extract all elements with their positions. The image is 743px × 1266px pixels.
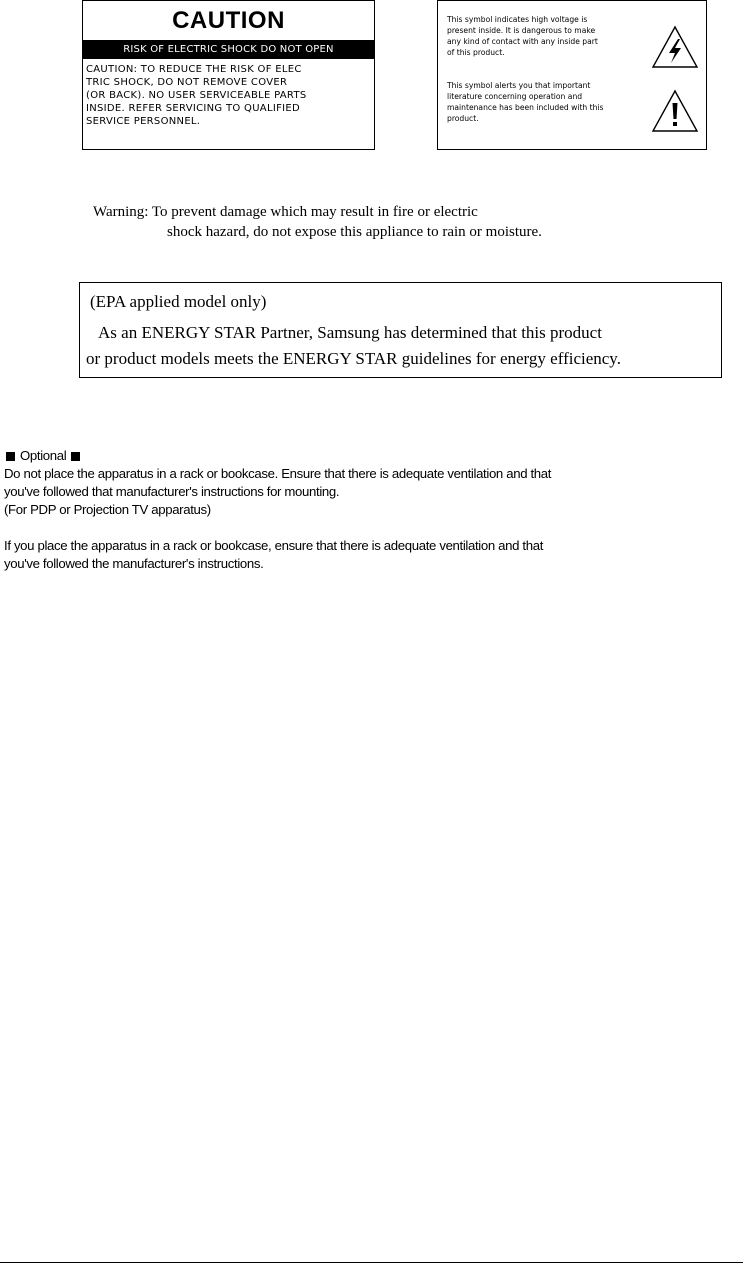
- epa-line-2: or product models meets the ENERGY STAR guidelines for energy efficiency.: [86, 349, 621, 368]
- caution-label: [82, 0, 375, 150]
- moisture-warning: [93, 202, 693, 242]
- literature-description: This symbol alerts you that important literature concerning operation and maintenance has been included with this product.: [447, 81, 604, 123]
- optional-para2-line2: you've followed the manufacturer's instructions.: [4, 556, 264, 571]
- lightning-warning-icon: [651, 25, 699, 69]
- warning-line-2: shock hazard, do not expose this appliance to rain or moisture.: [167, 224, 542, 240]
- energy-star-notice: [79, 282, 722, 378]
- epa-heading: (EPA applied model only): [90, 292, 267, 311]
- optional-heading-text: Optional: [20, 448, 67, 463]
- optional-section: [4, 447, 743, 573]
- optional-para2-line1: If you place the apparatus in a rack or bookcase, ensure that there is adequate ventilation and that: [4, 538, 544, 553]
- optional-para1-line2: you've followed that manufacturer's instructions for mounting.: [4, 484, 340, 499]
- shock-warning-bar: RISK OF ELECTRIC SHOCK DO NOT OPEN: [83, 40, 374, 59]
- symbols-legend: [437, 0, 707, 150]
- square-bullet-icon: [6, 452, 15, 461]
- square-bullet-icon: [71, 452, 80, 461]
- page-bottom-rule: [0, 1262, 743, 1263]
- optional-heading: [6, 447, 743, 465]
- high-voltage-description: This symbol indicates high voltage is present inside. It is dangerous to make any kind of contact with any inside part of this product.: [447, 15, 598, 57]
- exclamation-warning-icon: [651, 89, 699, 133]
- epa-line-1: As an ENERGY STAR Partner, Samsung has determined that this product: [98, 323, 602, 342]
- caution-text: CAUTION: TO REDUCE THE RISK OF ELEC TRIC SHOCK, DO NOT REMOVE COVER (OR BACK). NO USER SERVICEABLE PARTS INSIDE. REFER SERVICING TO QUALIFIED SERVICE PERSONNEL.: [86, 64, 307, 127]
- caution-title: CAUTION: [172, 7, 285, 34]
- optional-para1-line1: Do not place the apparatus in a rack or bookcase. Ensure that there is adequate ventilation and that: [4, 466, 552, 481]
- warning-line-1: Warning: To prevent damage which may result in fire or electric: [93, 204, 478, 220]
- optional-para1-line3: (For PDP or Projection TV apparatus): [4, 502, 211, 517]
